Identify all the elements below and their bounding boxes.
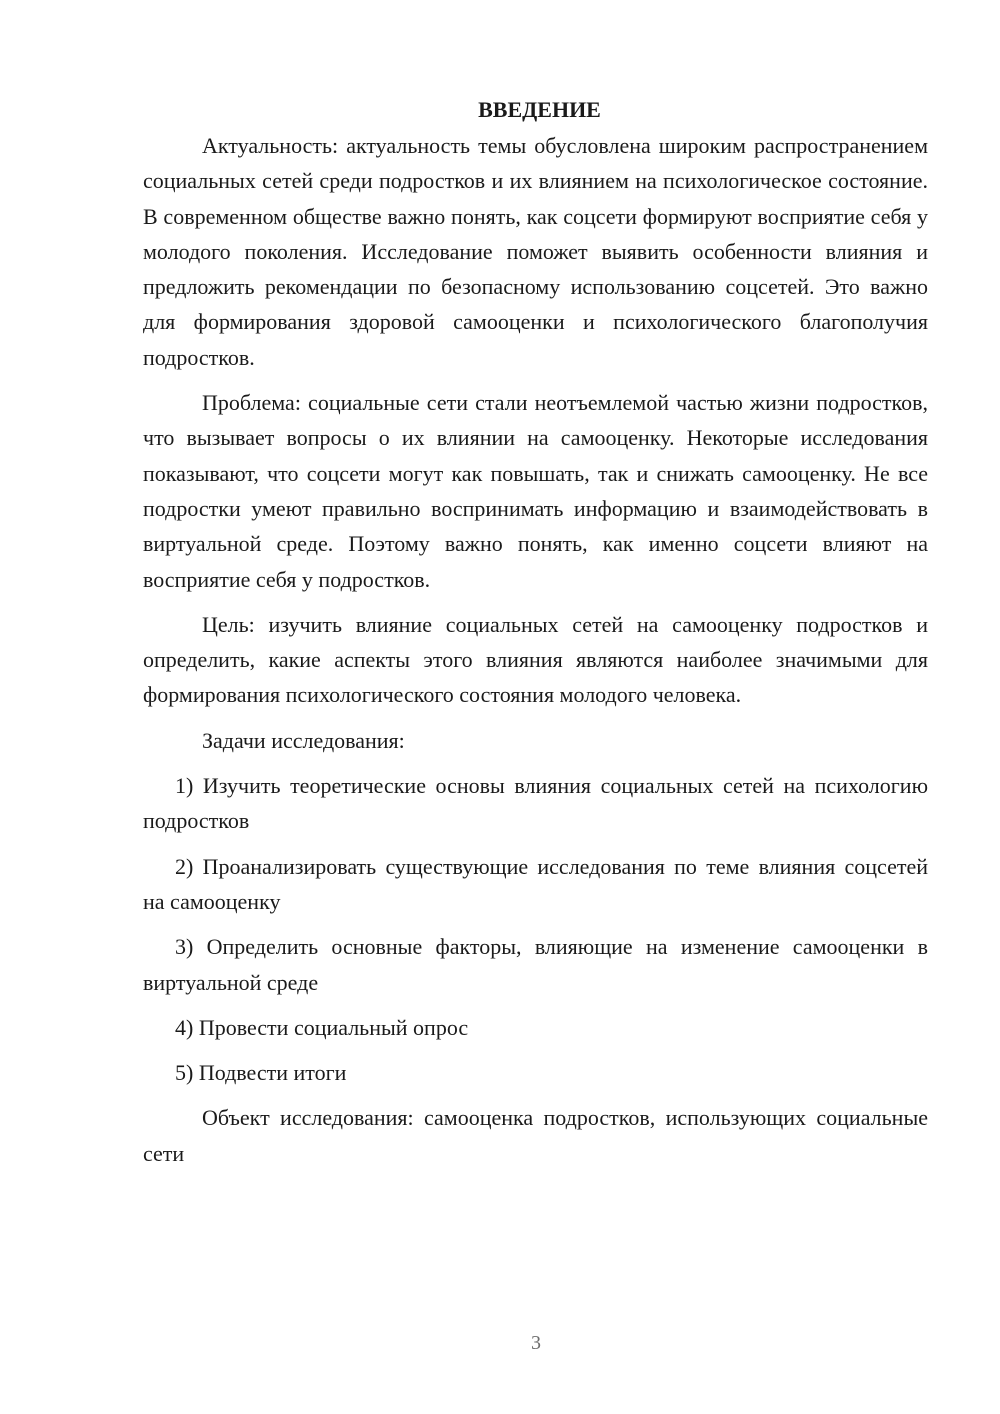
page-content: [143, 92, 928, 1181]
task-item-3: 3) Определить основные факторы, влияющие на изменение самооценки в виртуальной среде: [143, 934, 928, 995]
problem-paragraph: Проблема: социальные сети стали неотъемлемой частью жизни подростков, что вызывает вопросы о их влиянии на самооценку. Некоторые исследования показывают, что соцсети могут как повышать, так и снижать самооценку. Не все подростки умеют правильно воспринимать информацию и взаимодействовать в виртуальной среде. Поэтому важно понять, как именно соцсети влияют на восприятие себя у подростков.: [143, 390, 928, 592]
object-paragraph: Объект исследования: самооценка подростков, использующих социальные сети: [143, 1105, 928, 1166]
relevance-paragraph: Актуальность: актуальность темы обусловлена широким распространением социальных сетей среди подростков и их влиянием на психологическое состояние. В современном обществе важно понять, как соцсети формируют восприятие себя у молодого поколения. Исследование поможет выявить особенности влияния и предложить рекомендации по безопасному использованию соцсетей. Это важно для формирования здоровой самооценки и психологического благополучия подростков.: [143, 133, 928, 370]
tasks-heading: Задачи исследования:: [202, 727, 405, 753]
task-item-5: 5) Подвести итоги: [175, 1060, 347, 1086]
task-item-4: 4) Провести социальный опрос: [175, 1014, 469, 1040]
page-number: 3: [531, 1332, 541, 1354]
task-item-2: 2) Проанализировать существующие исследования по теме влияния соцсетей на самооценку: [143, 853, 928, 914]
page-title: ВВЕДЕНИЕ: [478, 97, 601, 122]
task-item-1: 1) Изучить теоретические основы влияния социальных сетей на психологию подростков: [143, 773, 928, 834]
goal-paragraph: Цель: изучить влияние социальных сетей на самооценку подростков и определить, какие аспекты этого влияния являются наиболее значимыми для формирования психологического состояния молодого человека.: [143, 611, 928, 708]
